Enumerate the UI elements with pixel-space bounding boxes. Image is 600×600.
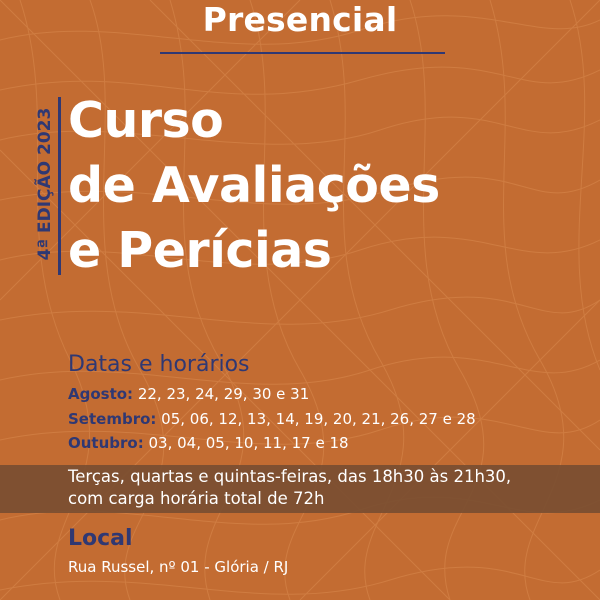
schedule-note-line-1: Terças, quartas e quintas-feiras, das 18h30 às 21h30, bbox=[68, 467, 512, 486]
schedule-row-october bbox=[68, 431, 349, 455]
page-title-mode: Presencial bbox=[202, 0, 398, 39]
month-days: 05, 06, 12, 13, 14, 19, 20, 21, 26, 27 e 28 bbox=[156, 410, 476, 428]
vertical-accent-divider bbox=[58, 97, 61, 275]
course-title bbox=[68, 88, 440, 283]
schedule-row-september bbox=[68, 407, 476, 431]
month-label: Outubro: bbox=[68, 434, 144, 452]
title-underline-divider bbox=[160, 52, 445, 54]
month-label: Agosto: bbox=[68, 385, 134, 403]
location-heading: Local bbox=[68, 526, 133, 551]
edition-label-container bbox=[26, 94, 56, 274]
month-days: 22, 23, 24, 29, 30 e 31 bbox=[133, 385, 310, 403]
schedule-heading: Datas e horários bbox=[68, 352, 250, 377]
course-title-line-2: de Avaliações bbox=[68, 157, 440, 214]
course-title-line-1: Curso bbox=[68, 92, 224, 149]
location-address: Rua Russel, nº 01 - Glória / RJ bbox=[68, 558, 289, 576]
schedule-note-line-2: com carga horária total de 72h bbox=[68, 489, 325, 508]
schedule-row-august bbox=[68, 382, 309, 406]
edition-label: 4ª EDIÇÃO 2023 bbox=[35, 107, 55, 261]
month-label: Setembro: bbox=[68, 410, 157, 428]
schedule-note bbox=[68, 466, 511, 510]
month-days: 03, 04, 05, 10, 11, 17 e 18 bbox=[143, 434, 349, 452]
course-title-line-3: e Perícias bbox=[68, 222, 332, 279]
